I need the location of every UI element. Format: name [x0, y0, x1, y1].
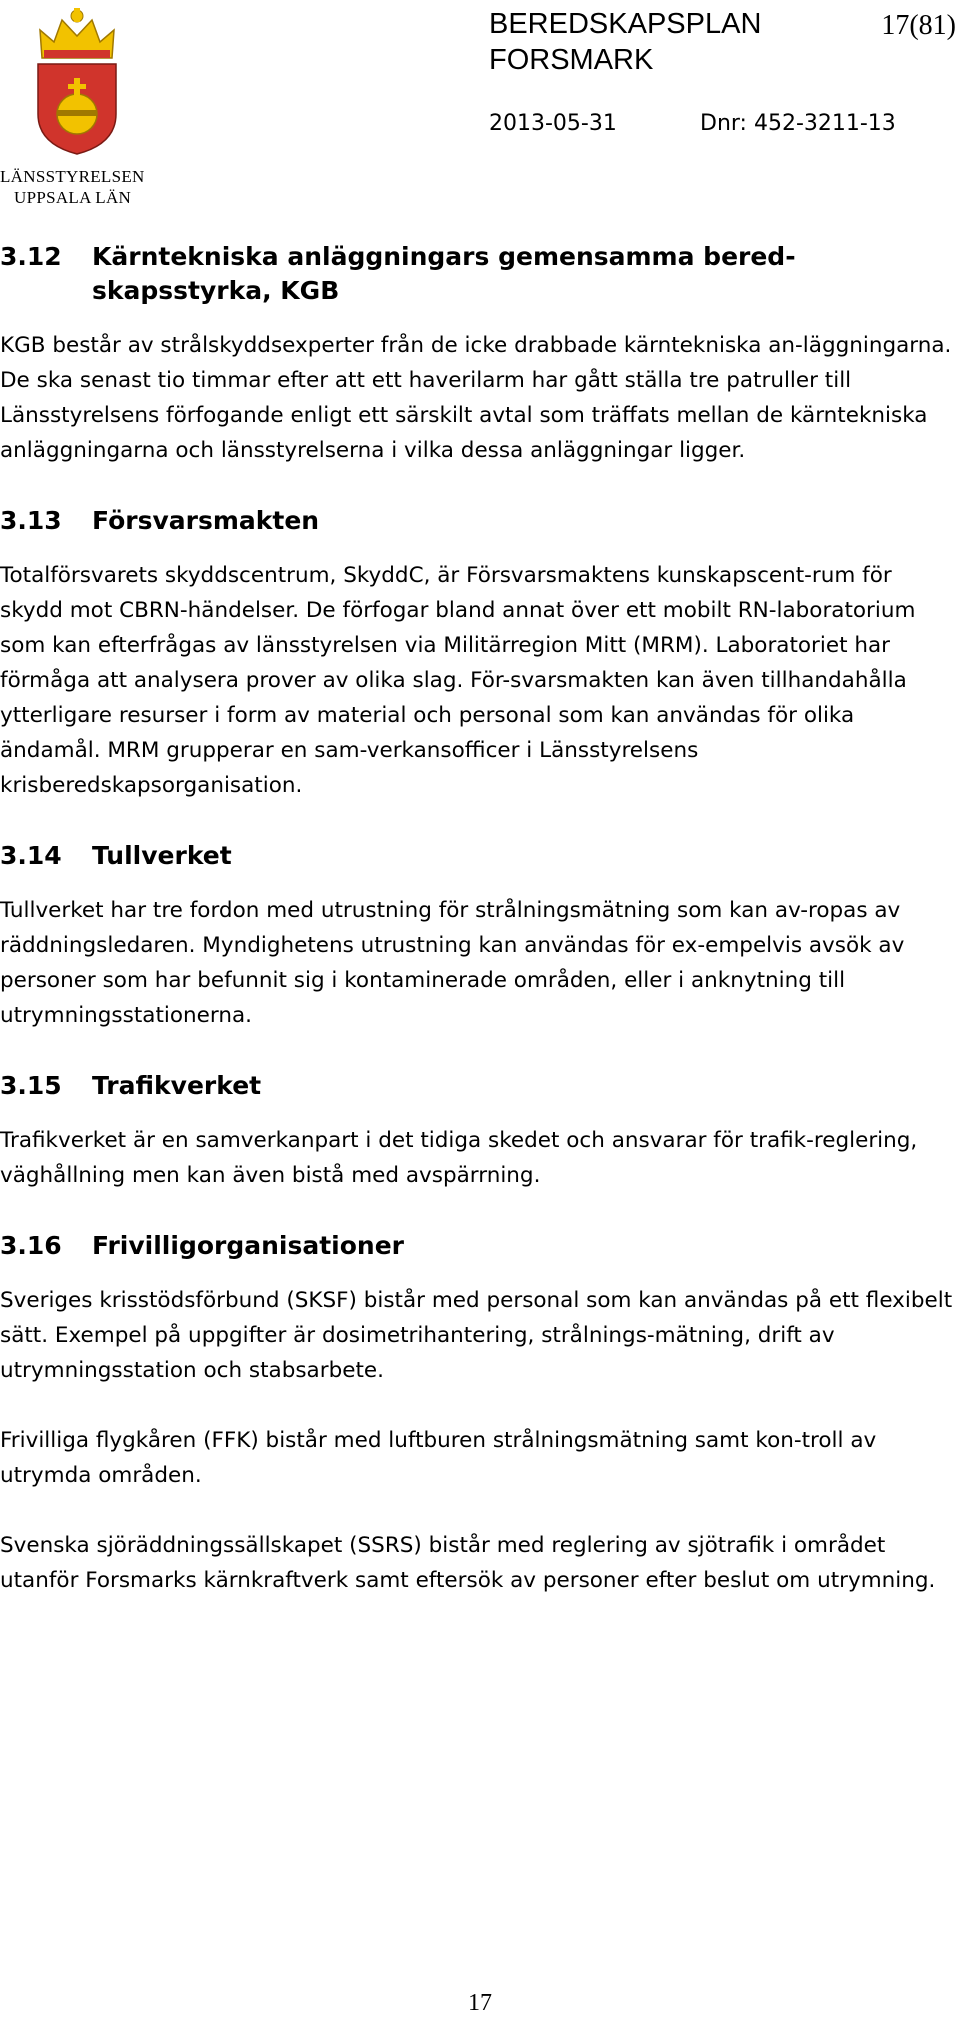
section-number: 3.12 [0, 242, 62, 271]
section-title: Trafikverket [92, 1071, 262, 1100]
section-number: 3.15 [0, 1071, 62, 1100]
section-paragraph: Trafikverket är en samverkanpart i det tidiga skedet och ansvarar för trafik-reglering, väghållning men kan även bistå med avspärrning. [0, 1128, 918, 1188]
section-heading [0, 1069, 960, 1103]
section-paragraph: KGB består av strålskyddsexperter från de icke drabbade kärntekniska an-läggningarna. De ska senast tio timmar efter att ett haverilarm har gått ställa tre patruller till Länsstyrelsens förfogande enligt ett särskilt avtal som träffats mellan de kärntekniska anläggningarna och länsstyrelserna i vilka dessa anläggningar ligger. [0, 333, 952, 463]
section-3-14 [0, 839, 960, 1033]
section-heading [0, 839, 960, 873]
section-3-12 [0, 240, 960, 468]
section-title: Tullverket [92, 841, 232, 870]
section-3-13 [0, 504, 960, 803]
section-paragraph: Frivilliga flygkåren (FFK) bistår med luftburen strålningsmätning samt kon-troll av utrymda områden. [0, 1428, 877, 1488]
section-heading [0, 240, 960, 308]
section-title: Frivilligorganisationer [92, 1231, 405, 1260]
section-heading [0, 504, 960, 538]
document-title-line1: BEREDSKAPSPLAN [489, 8, 762, 40]
logo-text [0, 166, 145, 208]
lansstyrelsen-logo [0, 6, 160, 206]
document-dnr: Dnr: 452-3211-13 [700, 111, 896, 136]
section-number: 3.13 [0, 506, 62, 535]
section-3-16 [0, 1229, 960, 1598]
section-title: Kärntekniska anläggningars gemensamma bered-skapsstyrka, KGB [92, 242, 796, 305]
page-content [0, 240, 960, 1598]
page-number: 17 [468, 1990, 492, 2016]
document-title [489, 6, 761, 78]
section-paragraph: Svenska sjöräddningssällskapet (SSRS) bistår med reglering av sjötrafik i området utanför Forsmarks kärnkraftverk samt eftersök av personer efter beslut om utrymning. [0, 1533, 936, 1593]
section-paragraph: Totalförsvarets skyddscentrum, SkyddC, är Försvarsmaktens kunskapscent-rum för skydd mot CBRN-händelser. De förfogar bland annat över ett mobilt RN-laboratorium som kan efterfrågas av länsstyrelsen via Militärregion Mitt (MRM). Laboratoriet har förmåga att analysera prover av olika slag. För-svarsmakten kan även tillhandahålla ytterligare resurser i form av material och personal som kan användas för olika ändamål. MRM grupperar en sam-verkansofficer i Länsstyrelsens krisberedskapsorganisation. [0, 563, 916, 798]
section-heading [0, 1229, 960, 1263]
section-paragraph: Sveriges krisstödsförbund (SKSF) bistår med personal som kan användas på ett flexibelt sätt. Exempel på uppgifter är dosimetrihantering, strålnings-mätning, drift av utrymningsstation och stabsarbete. [0, 1288, 953, 1383]
page-of-total: 17(81) [881, 10, 956, 41]
section-paragraph: Tullverket har tre fordon med utrustning för strålningsmätning som kan av-ropas av räddningsledaren. Myndighetens utrustning kan användas för ex-empelvis avsök av personer som har befunnit sig i kontaminerade områden, eller i anknytning till utrymningsstationerna. [0, 898, 905, 1028]
document-date: 2013-05-31 [489, 111, 617, 136]
section-number: 3.14 [0, 841, 62, 870]
logo-text-line1: LÄNSSTYRELSEN [0, 167, 145, 186]
logo-text-line2: UPPSALA LÄN [14, 188, 132, 207]
document-title-line2: FORSMARK [489, 44, 654, 76]
county-crest-icon [32, 6, 122, 156]
section-number: 3.16 [0, 1231, 62, 1260]
section-title: Försvarsmakten [92, 506, 320, 535]
section-3-15 [0, 1069, 960, 1193]
